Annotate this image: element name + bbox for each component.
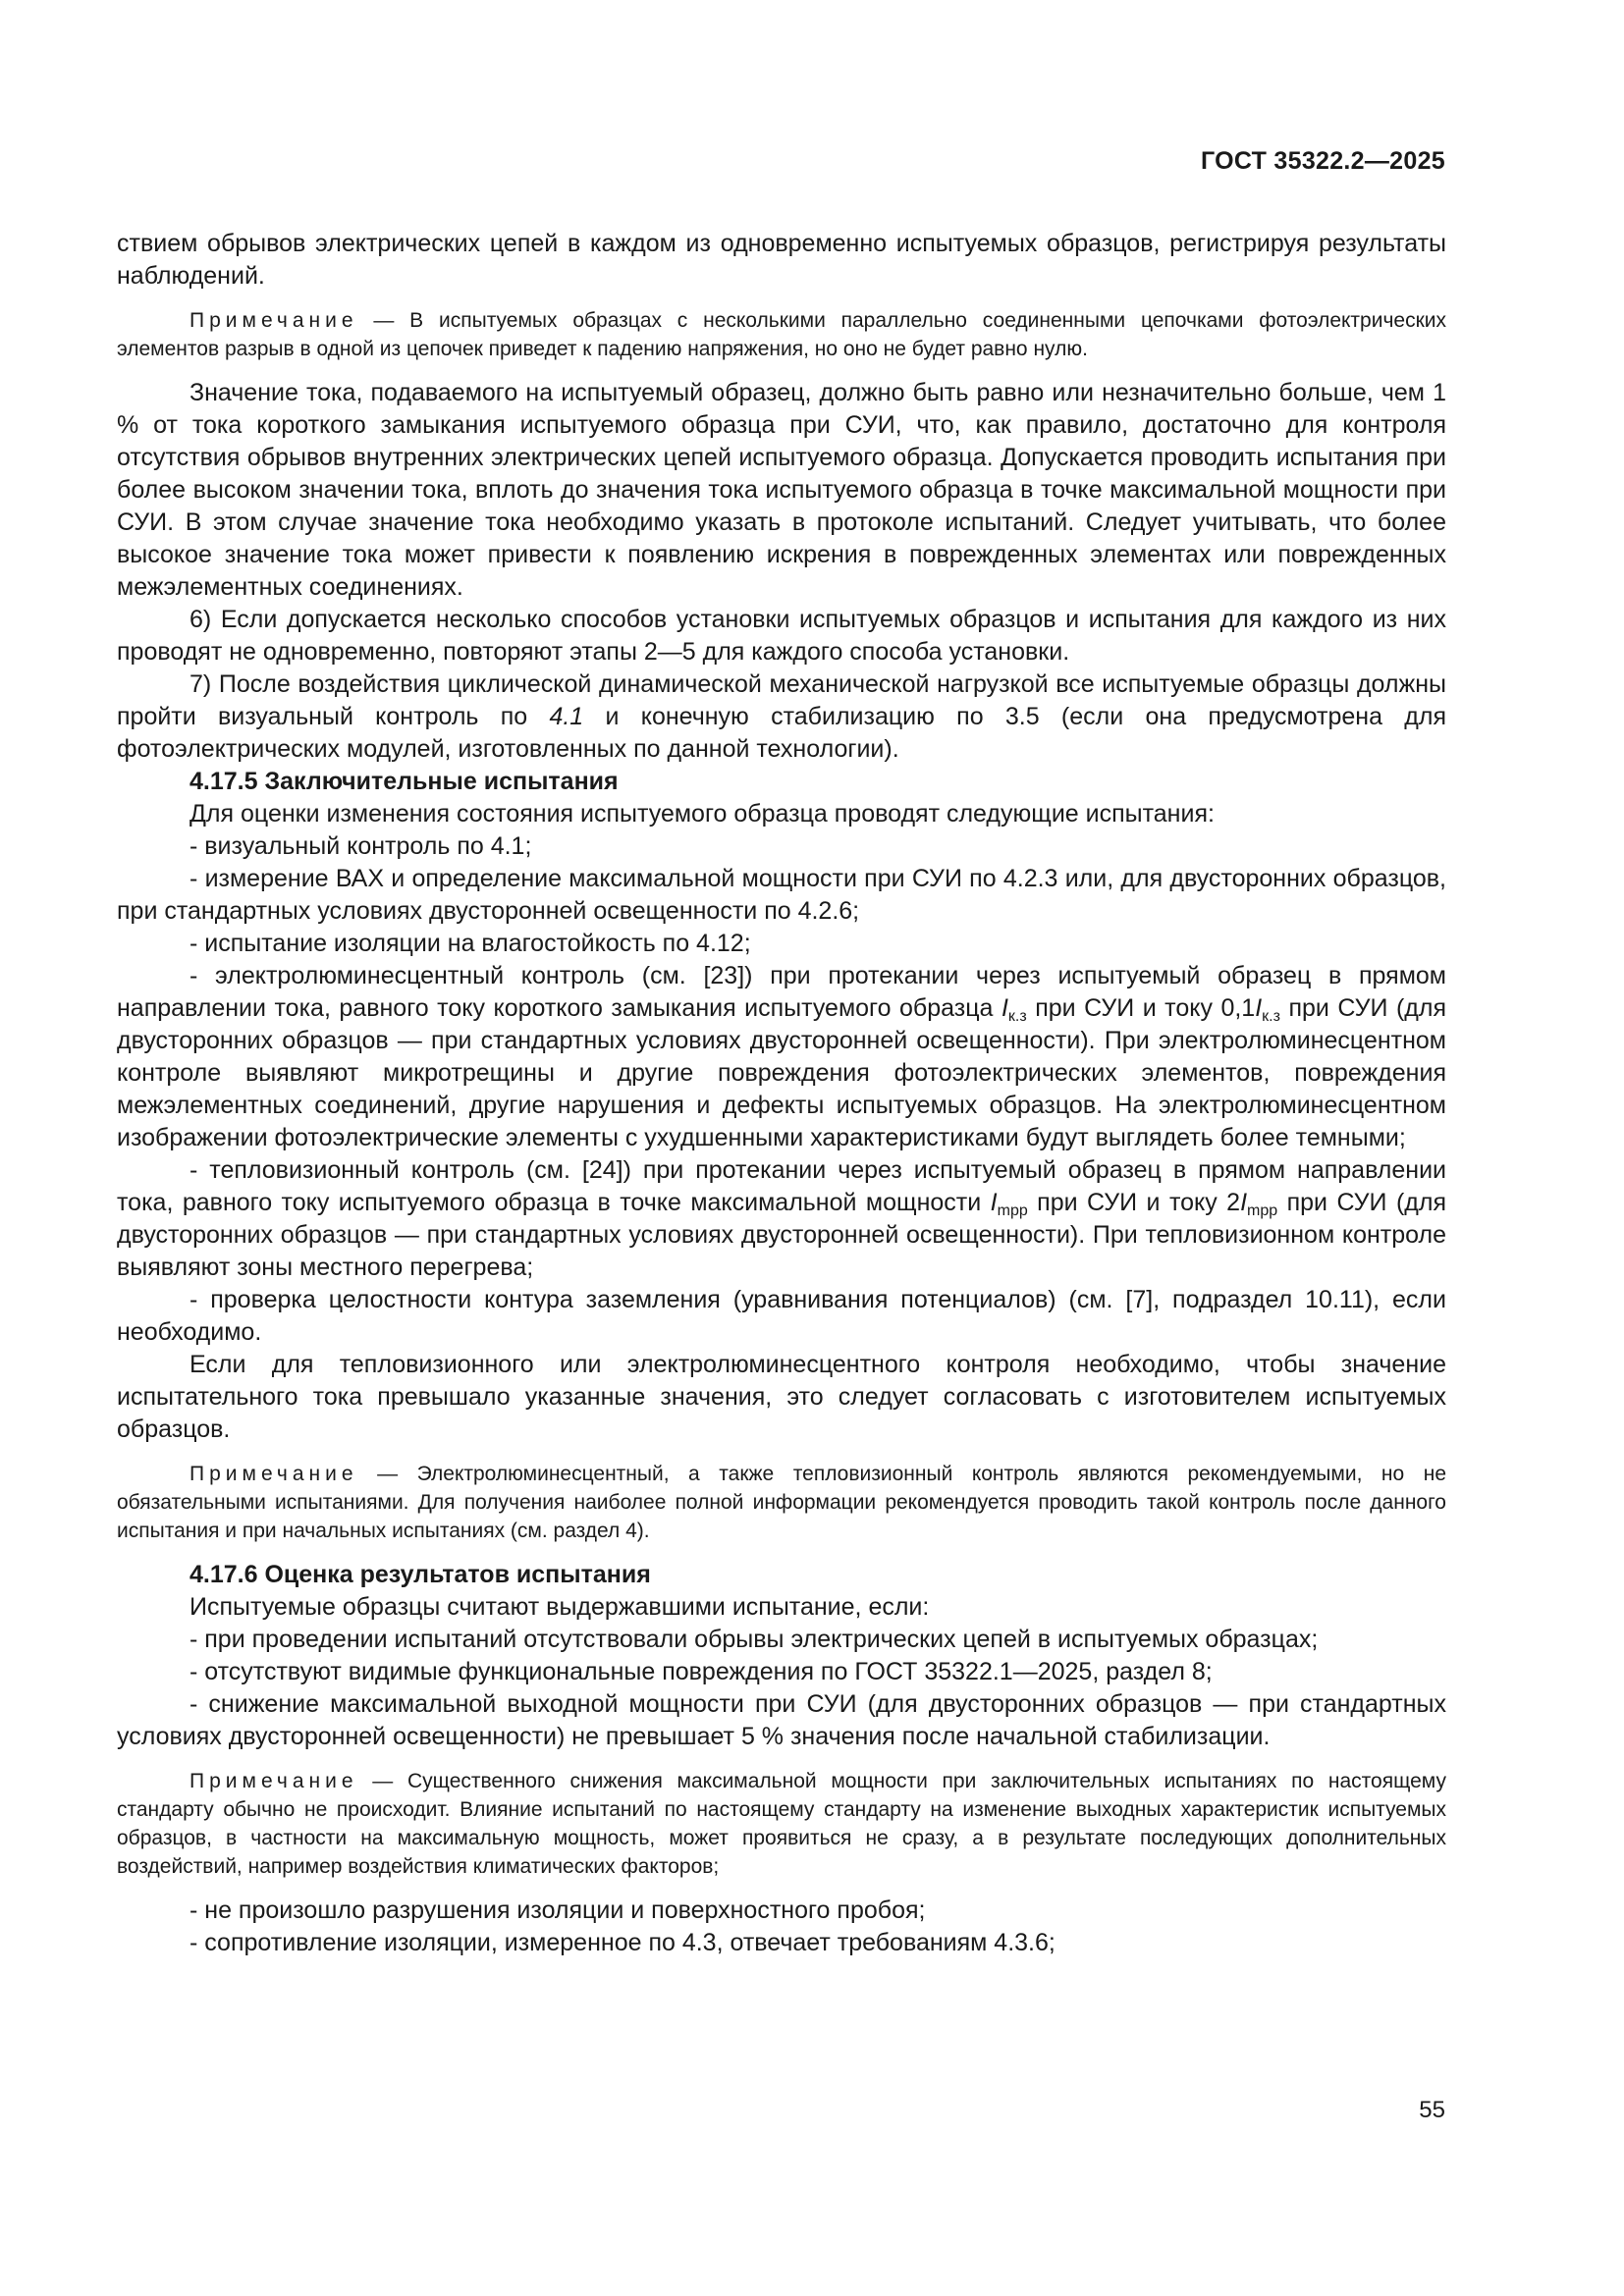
list-item: - снижение максимальной выходной мощности при СУИ (для двусторонних образцов — при стандартных условиях двусторонней освещенности) не превышает 5 % значения после начальной стабилизации.: [117, 1690, 1446, 1750]
paragraph-step-6: 6) Если допускается несколько способов установки испытуемых образцов и испытания для каждого из них проводят не одновременно, повторяют этапы 2—5 для каждого способа установки.: [117, 606, 1446, 666]
list-item: - не произошло разрушения изоляции и поверхностного пробоя;: [189, 1896, 926, 1924]
note-2: [117, 1460, 1446, 1545]
page-number: 55: [1419, 2097, 1445, 2123]
note-text: — В испытуемых образцах с несколькими параллельно соединенными цепочками фотоэлектрических элементов разрыв в одной из цепочек приведет к падению напряжения, но оно не будет равно нулю.: [117, 309, 1446, 360]
paragraph-current-value: Значение тока, подаваемого на испытуемый образец, должно быть равно или незначительно больше, чем 1 % от тока короткого замыкания испытуемого образца при СУИ, что, как правило, достаточно для контроля отсутствия обрывов внутренних электрических цепей испытуемого образца. Допускается проводить испытания при более высоком значении тока, вплоть до значения тока испытуемого образца в точке максимальной мощности при СУИ. В этом случае значение тока необходимо указать в протоколе испытаний. Следует учитывать, что более высокое значение тока может привести к появлению искрения в поврежденных элементах или поврежденных межэлементных соединениях.: [117, 379, 1446, 601]
list-item: - при проведении испытаний отсутствовали обрывы электрических цепей в испытуемых образцах;: [189, 1626, 1319, 1653]
list-item: - измерение ВАХ и определение максимальной мощности при СУИ по 4.2.3 или, для двусторонних образцов, при стандартных условиях двусторонней освещенности по 4.2.6;: [117, 865, 1446, 925]
reference-4-1: 4.1: [549, 703, 584, 730]
note-text: — Электролюминесцентный, а также тепловизионный контроль являются рекомендуемыми, но не обязательными испытаниями. Для получения наиболее полной информации рекомендуется проводить такой контроль после данного испытания и при начальных испытаниях (см. раздел 4).: [117, 1463, 1446, 1542]
section-heading-4-17-5: 4.17.5 Заключительные испытания: [189, 768, 619, 795]
list-item: - визуальный контроль по 4.1;: [189, 832, 532, 860]
paragraph-pass-criteria-intro: Испытуемые образцы считают выдержавшими испытание, если:: [189, 1593, 930, 1621]
page-content: [117, 228, 1446, 1959]
section-heading-4-17-6: 4.17.6 Оценка результатов испытания: [189, 1561, 651, 1588]
list-item: - испытание изоляции на влагостойкость по 4.12;: [189, 930, 751, 957]
list-item-thermal-imaging: - тепловизионный контроль (см. [24]) при протекании через испытуемый образец в прямом направлении тока, равного току испытуемого образца в точке максимальной мощности $I_{mpp}$ при СУИ и току $2I_{mpp}$ при СУИ (для двусторонних образцов — при стандартных условиях двусторонней освещенности). При тепловизионном контроле выявляют зоны местного перегрева;: [117, 1156, 1446, 1281]
note-label: Примечание: [189, 1463, 358, 1485]
list-item: - отсутствуют видимые функциональные повреждения по ГОСТ 35322.1—2025, раздел 8;: [189, 1658, 1213, 1685]
paragraph-final-tests-intro: Для оценки изменения состояния испытуемого образца проводят следующие испытания:: [189, 800, 1215, 828]
note-3: [117, 1767, 1446, 1881]
paragraph-step-7: 7) После воздействия циклической динамической механической нагрузкой все испытуемые образцы должны пройти визуальный контроль по 4.1 и конечную стабилизацию по 3.5 (если она предусмотрена для фотоэлектрических модулей, изготовленных по данной технологии).: [117, 670, 1446, 763]
paragraph-continuation: ствием обрывов электрических цепей в каждом из одновременно испытуемых образцов, регистрируя результаты наблюдений.: [117, 230, 1446, 290]
list-item: - проверка целостности контура заземления (уравнивания потенциалов) (см. [7], подраздел 10.11), если необходимо.: [117, 1286, 1446, 1346]
note-text: — Существенного снижения максимальной мощности при заключительных испытаниях по настоящему стандарту обычно не происходит. Влияние испытаний по настоящему стандарту на изменение выходных характеристик испытуемых образцов, в частности на максимальную мощность, может проявиться не сразу, а в результате последующих дополнительных воздействий, например воздействия климатических факторов;: [117, 1770, 1446, 1878]
list-item: - сопротивление изоляции, измеренное по 4.3, отвечает требованиям 4.3.6;: [189, 1929, 1056, 1956]
paragraph-test-current: Если для тепловизионного или электролюминесцентного контроля необходимо, чтобы значение испытательного тока превышало указанные значения, это следует согласовать с изготовителем испытуемых образцов.: [117, 1351, 1446, 1443]
note-1: [117, 306, 1446, 363]
list-item-electroluminescence: - электролюминесцентный контроль (см. [23]) при протекании через испытуемый образец в прямом направлении тока, равного току короткого замыкания испытуемого образца $I_{к.з}$ при СУИ и току $0,1I_{к.з}$ при СУИ (для двусторонних образцов — при стандартных условиях двусторонней освещенности). При электролюминесцентном контроле выявляют микротрещины и другие повреждения фотоэлектрических элементов, повреждения межэлементных соединений, другие нарушения и дефекты испытуемых образцов. На электролюминесцентном изображении фотоэлектрические элементы с ухудшенными характеристиками будут выглядеть более темными;: [117, 962, 1446, 1151]
document-header-id: ГОСТ 35322.2—2025: [1200, 147, 1445, 175]
note-label: Примечание: [189, 1770, 358, 1792]
note-label: Примечание: [189, 309, 358, 332]
